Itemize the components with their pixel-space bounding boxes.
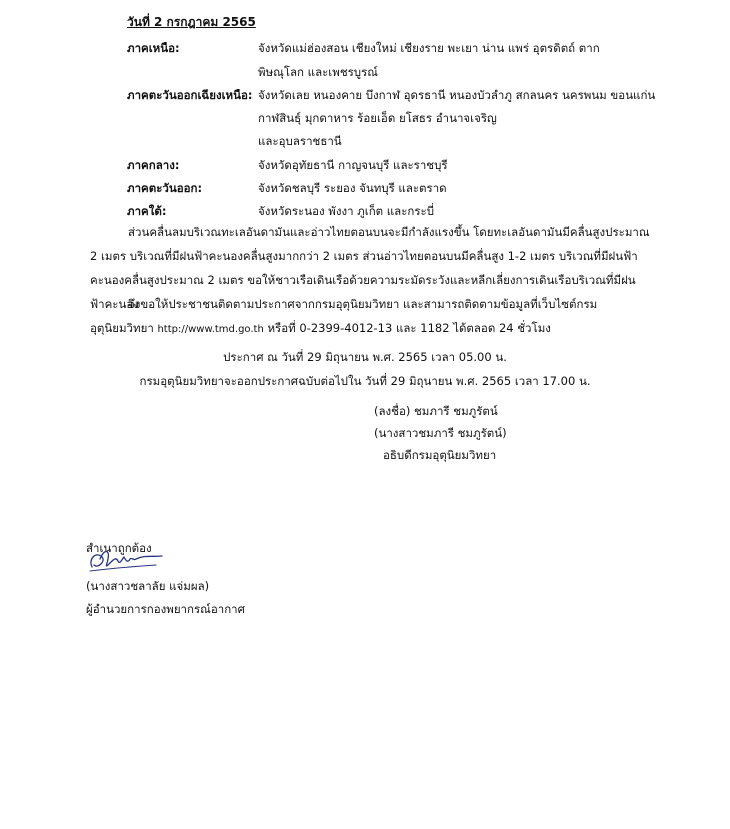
- handwritten-signature: [86, 545, 166, 577]
- region-label-central: ภาคกลาง:: [127, 158, 180, 172]
- region-text-north-1: จังหวัดแม่ฮ่องสอน เชียงใหม่ เชียงราย พะเยา น่าน แพร่ อุตรดิตถ์ ตาก: [258, 41, 600, 55]
- region-text-northeast-1: จังหวัดเลย หนองคาย บึงกาฬ อุดรธานี หนองบัวลำภู สกลนคร นครพนม ขอนแก่น: [258, 88, 656, 102]
- region-label-northeast: ภาคตะวันออกเฉียงเหนือ:: [127, 88, 253, 102]
- follow-paragraph-main: จึงขอให้ประชาชนติดตามประกาศจากกรมอุตุนิยมวิทยา และสามารถติดตามข้อมูลที่เว็บไซต์กรมอุตุนิยมวิทยา: [90, 297, 598, 335]
- certifier-title: ผู้อำนวยการกองพยากรณ์อากาศ: [86, 602, 245, 616]
- region-label-north: ภาคเหนือ:: [127, 41, 180, 55]
- next-announce-line: กรมอุตุนิยมวิทยาจะออกประกาศฉบับต่อไปใน วันที่ 29 มิถุนายน พ.ศ. 2565 เวลา 17.00 น.: [139, 374, 591, 388]
- tmd-website-link[interactable]: http://www.tmd.go.th: [157, 324, 264, 335]
- region-text-central: จังหวัดอุทัยธานี กาญจนบุรี และราชบุรี: [258, 158, 448, 172]
- region-text-northeast-3: และอุบลราชธานี: [258, 134, 342, 148]
- follow-paragraph: [90, 292, 650, 342]
- region-label-east: ภาคตะวันออก:: [127, 181, 203, 195]
- certifier-name: (นางสาวชลาลัย แจ่มผล): [86, 579, 210, 593]
- signer-title: อธิบดีกรมอุตุนิยมวิทยา: [383, 448, 497, 462]
- region-text-north-2: พิษณุโลก และเพชรบูรณ์: [258, 65, 378, 79]
- signer-full-name: (นางสาวชมภารี ชมภูรัตน์): [374, 426, 507, 440]
- announce-line: ประกาศ ณ วันที่ 29 มิถุนายน พ.ศ. 2565 เวลา 05.00 น.: [223, 350, 507, 364]
- region-text-south: จังหวัดระนอง พังงา ภูเก็ต และกระบี่: [258, 204, 435, 218]
- certify-label: สำเนาถูกต้อง: [86, 541, 152, 555]
- follow-paragraph-tail: หรือที่ 0-2399-4012-13 และ 1182 ได้ตลอด 24 ชั่วโมง: [263, 321, 551, 335]
- region-text-northeast-2: กาฬสินธุ์ มุกดาหาร ร้อยเอ็ด ยโสธร อำนาจเจริญ: [258, 111, 497, 125]
- signed-line: (ลงชื่อ) ชมภารี ชมภูรัตน์: [374, 404, 498, 418]
- region-label-south: ภาคใต้:: [127, 204, 167, 218]
- date-heading: วันที่ 2 กรกฎาคม 2565: [127, 15, 256, 29]
- wave-paragraph: ส่วนคลื่นลมบริเวณทะเลอันดามันและอ่าวไทยตอนบนจะมีกำลังแรงขึ้น โดยทะเลอันดามันมีคลื่นสูงประมาณ 2 เมตร บริเวณที่มีฝนฟ้าคะนองคลื่นสูงมากกว่า 2 เมตร ส่วนอ่าวไทยตอนบนมีคลื่นสูง 1-2 เมตร บริเวณที่มีฝนฟ้าคะนองคลื่นสูงประมาณ 2 เมตร ขอให้ชาวเรือเดินเรือด้วยความระมัดระวังและหลีกเลี่ยงการเดินเรือบริเวณที่มีฝนฟ้าคะนอง: [90, 225, 650, 311]
- region-text-east: จังหวัดชลบุรี ระยอง จันทบุรี และตราด: [258, 181, 447, 195]
